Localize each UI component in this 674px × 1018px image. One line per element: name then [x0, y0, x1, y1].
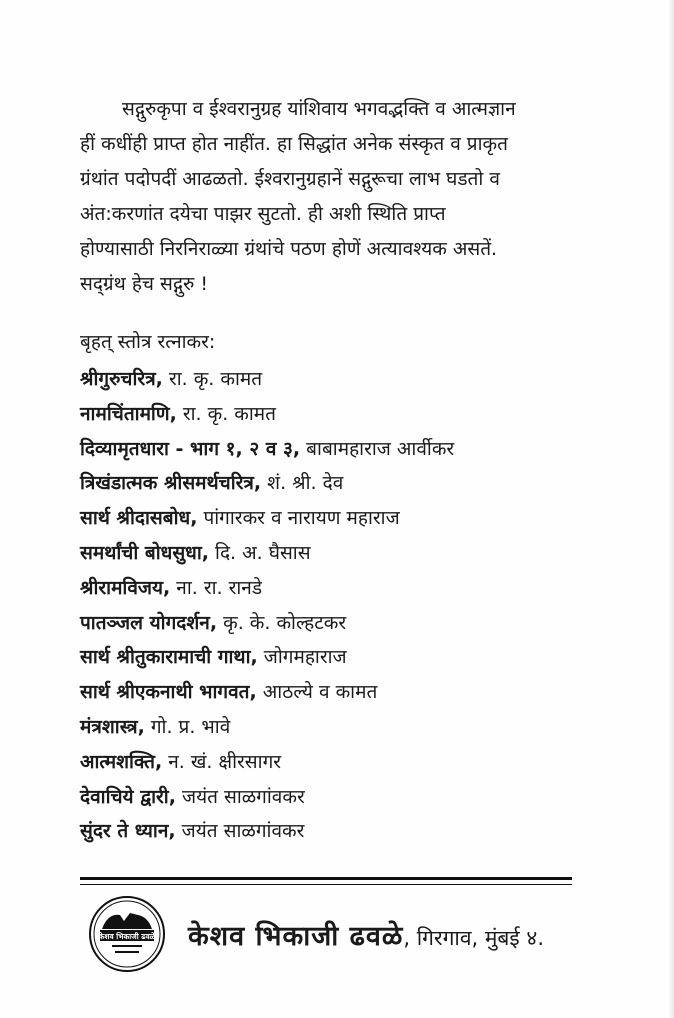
book-list-item [80, 814, 600, 849]
intro-line: सद्ग्रंथ हेच सद्गुरु ! [80, 273, 209, 295]
book-list-item [80, 397, 600, 432]
book-author: न. खं. क्षीरसागर [162, 750, 282, 773]
intro-line: हीं कधींही प्राप्त होत नाहींत. हा सिद्धांत अनेक संस्कृत व प्राकृत [80, 133, 508, 155]
book-author: ना. रा. रानडे [170, 576, 263, 599]
book-title: समर्थांची बोधसुधा, [80, 541, 209, 564]
book-list-item [80, 501, 600, 536]
book-list-item [80, 745, 600, 780]
publisher-seal-logo [88, 895, 166, 973]
book-title: सार्थ श्रीदासबोध, [80, 507, 198, 530]
divider-thick [80, 877, 572, 880]
book-author: रा. कृ. कामत [176, 402, 276, 425]
book-title: नामचिंतामणि, [80, 402, 177, 425]
book-author: पांगारकर व नारायण महाराज [197, 507, 400, 530]
book-list-item [80, 675, 600, 710]
book-title: आत्मशक्ति, [80, 750, 163, 773]
book-title: मंत्रशास्त्र, [80, 715, 145, 738]
book-title: सार्थ श्रीतुकारामाची गाथा, [80, 646, 258, 669]
intro-line: अंत:करणांत दयेचा पाझर सुटतो. ही अशी स्थिति प्राप्त [80, 203, 446, 225]
book-title: त्रिखंडात्मक श्रीसमर्थचरित्र, [80, 472, 262, 495]
book-author: जयंत साळगांवकर [175, 785, 305, 808]
book-list-item [80, 640, 600, 675]
book-title: श्रीरामविजय, [80, 576, 171, 599]
divider-thin [80, 884, 572, 885]
book-author: शं. श्री. देव [261, 472, 344, 495]
book-list [80, 362, 600, 849]
page-edge-shadow [668, 0, 674, 1018]
book-title: सार्थ श्रीएकनाथी भागवत, [80, 681, 257, 704]
book-author: बाबामहाराज आर्वीकर [300, 437, 455, 460]
book-title: देवाचिये द्वारी, [80, 785, 176, 808]
book-title: दिव्यामृतधारा - भाग १, २ व ३, [80, 437, 301, 460]
book-list-item [80, 362, 600, 397]
intro-line: ग्रंथांत पदोपदीं आढळतो. ईश्वरानुग्रहानें सद्गुरूचा लाभ घडतो व [80, 168, 500, 190]
book-list-item [80, 606, 600, 641]
book-author: कृ. के. कोल्हटकर [217, 611, 347, 634]
book-list-item [80, 710, 600, 745]
publisher-address: , गिरगाव, मुंबई ४. [403, 926, 544, 950]
book-list-heading: बृहत् स्तोत्र रत्नाकर: [80, 331, 216, 353]
book-list-item [80, 466, 600, 501]
book-title: श्रीगुरुचरित्र, [80, 368, 163, 390]
book-author: जोगमहाराज [257, 646, 347, 669]
book-list-item [80, 536, 600, 571]
seal-text: केशव भिकाजी ढवळे [98, 932, 156, 941]
book-list-item [80, 571, 600, 606]
book-list-item [80, 780, 600, 815]
publisher-name: केशव भिकाजी ढवळे [188, 921, 404, 952]
book-title: पातञ्जल योगदर्शन, [80, 611, 218, 634]
intro-line: सद्गुरुकृपा व ईश्वरानुग्रह यांशिवाय भगवद्भक्ति व आत्मज्ञान [122, 98, 516, 120]
intro-paragraph [80, 92, 580, 302]
book-author: दि. अ. घैसास [209, 541, 311, 564]
book-author: रा. कृ. कामत [162, 368, 263, 390]
publisher-line [188, 922, 544, 953]
book-author: आठल्ये व कामत [256, 681, 378, 704]
book-author: जयंत साळगांवकर [175, 820, 305, 843]
intro-line: होण्यासाठी निरनिराळ्या ग्रंथांचे पठण होणें अत्यावश्यक असतें. [80, 238, 498, 260]
book-list-item [80, 432, 600, 467]
book-author: गो. प्र. भावे [144, 715, 231, 738]
book-title: सुंदर ते ध्यान, [80, 820, 176, 843]
